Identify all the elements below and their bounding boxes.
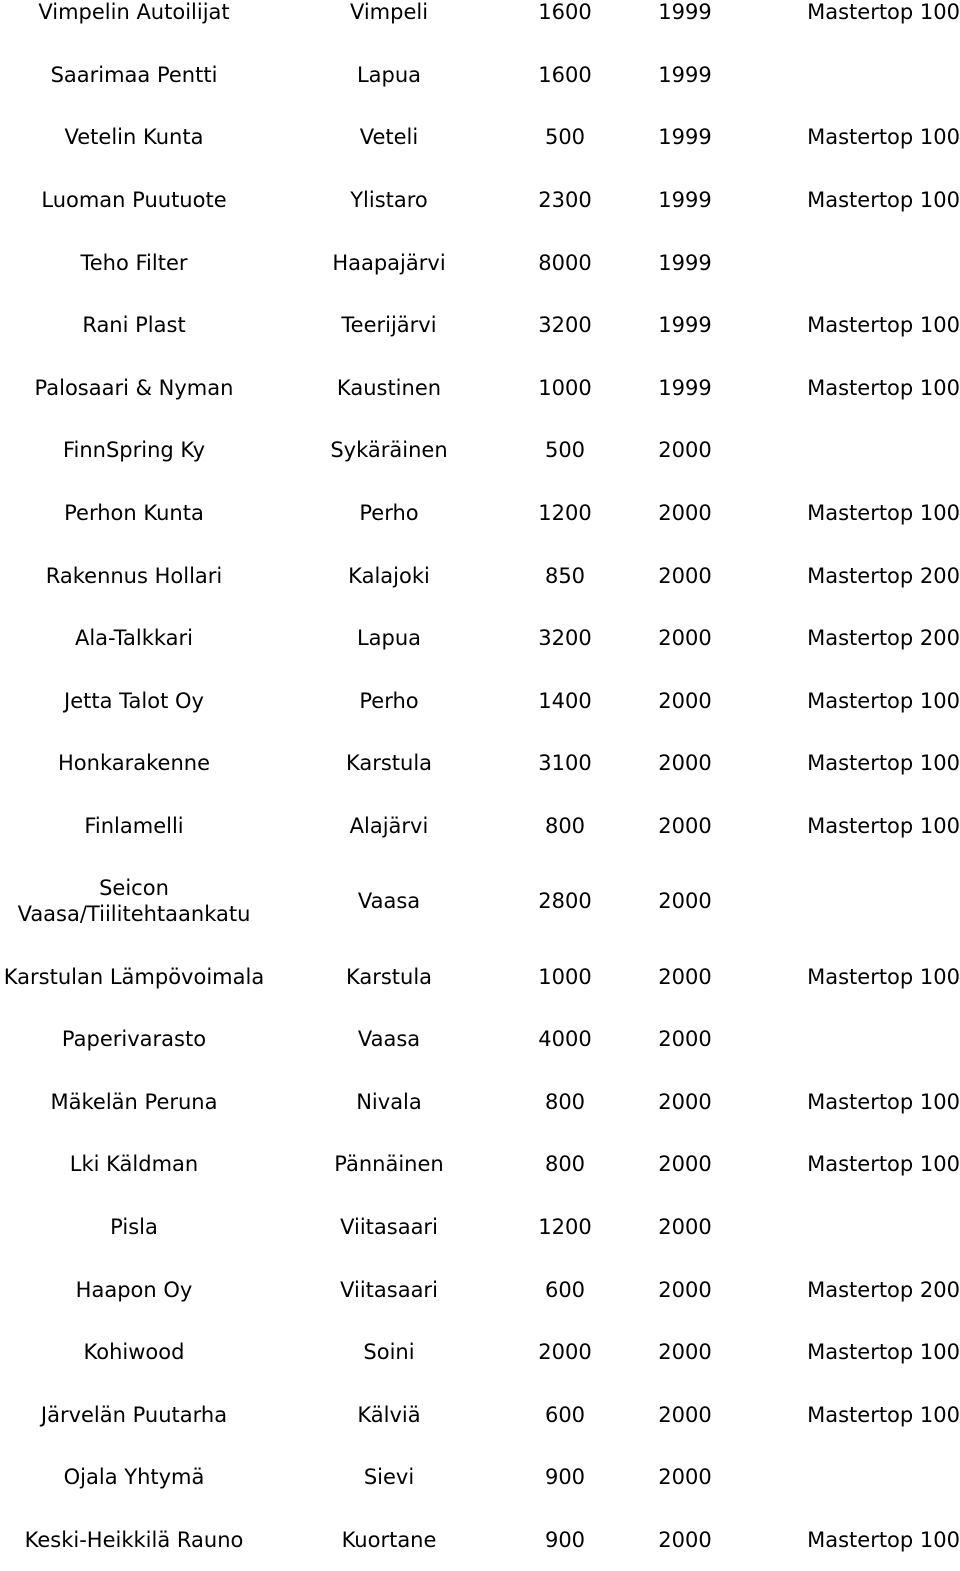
year-cell: 1999	[658, 313, 712, 338]
company-name-cell: Järvelän Puutarha	[40, 1402, 228, 1427]
year-cell: 2000	[658, 1465, 712, 1490]
year-cell: 1999	[658, 0, 712, 25]
company-name-cell: Karstulan Lämpövoimala	[3, 964, 265, 989]
table-row	[0, 857, 960, 945]
table-row	[0, 1196, 960, 1259]
area-cell: 600	[544, 1402, 586, 1427]
table-row	[0, 44, 960, 107]
area-cell: 1200	[538, 501, 592, 526]
table-row	[0, 294, 960, 357]
city-cell: Teerijärvi	[341, 313, 437, 338]
city-cell: Kalajoki	[348, 563, 430, 588]
company-name-cell: Perhon Kunta	[64, 501, 204, 526]
year-cell: 2000	[658, 964, 712, 989]
area-cell: 2000	[538, 1340, 592, 1365]
year-cell: 1999	[658, 188, 712, 213]
area-cell: 850	[544, 563, 586, 588]
product-cell: Mastertop 100	[807, 188, 960, 213]
year-cell: 1999	[658, 250, 712, 275]
year-cell: 2000	[658, 1340, 712, 1365]
company-name-cell: Saarimaa Pentti	[50, 62, 218, 87]
table-row	[0, 1071, 960, 1134]
area-cell: 500	[544, 438, 586, 463]
city-cell: Sykäräinen	[330, 438, 448, 463]
city-cell: Kaustinen	[336, 375, 442, 400]
table-row	[0, 482, 960, 545]
area-cell: 1000	[538, 964, 592, 989]
product-cell: Mastertop 200	[807, 626, 960, 651]
table-row	[0, 732, 960, 795]
company-name-cell: Paperivarasto	[61, 1027, 207, 1052]
table-row	[0, 0, 960, 44]
product-cell: Mastertop 100	[807, 1089, 960, 1114]
area-cell: 4000	[538, 1027, 592, 1052]
year-cell: 2000	[658, 889, 712, 914]
city-cell: Perho	[359, 688, 419, 713]
area-cell: 800	[544, 1089, 586, 1114]
table-row	[0, 231, 960, 294]
year-cell: 1999	[658, 62, 712, 87]
area-cell: 3100	[538, 751, 592, 776]
product-cell: Mastertop 100	[807, 1152, 960, 1177]
product-cell: Mastertop 100	[807, 1340, 960, 1365]
year-cell: 1999	[658, 375, 712, 400]
city-cell: Vaasa	[357, 889, 421, 914]
year-cell: 2000	[658, 814, 712, 839]
city-cell: Soini	[363, 1340, 415, 1365]
table-row	[0, 607, 960, 670]
company-name-cell: Palosaari & Nyman	[34, 375, 234, 400]
area-cell: 900	[544, 1527, 586, 1552]
table-row	[0, 1383, 960, 1446]
city-cell: Veteli	[359, 125, 419, 150]
company-name-cell: Kohiwood	[83, 1340, 185, 1365]
year-cell: 2000	[658, 688, 712, 713]
area-cell: 600	[544, 1277, 586, 1302]
product-cell: Mastertop 100	[807, 964, 960, 989]
company-name-cell: Vimpelin Autoilijat	[38, 0, 230, 25]
table-row	[0, 357, 960, 420]
city-cell: Perho	[359, 501, 419, 526]
city-cell: Karstula	[345, 751, 433, 776]
company-name-cell: Lki Käldman	[69, 1152, 199, 1177]
area-cell: 500	[544, 125, 586, 150]
city-cell: Kälviä	[357, 1402, 421, 1427]
year-cell: 2000	[658, 563, 712, 588]
city-cell: Vimpeli	[349, 0, 429, 25]
table-row	[0, 106, 960, 169]
company-name-cell: Pisla	[110, 1214, 158, 1239]
company-name-cell: Honkarakenne	[58, 751, 210, 776]
city-cell: Karstula	[345, 964, 433, 989]
product-cell: Mastertop 100	[807, 814, 960, 839]
year-cell: 1999	[658, 125, 712, 150]
city-cell: Ylistaro	[350, 188, 428, 213]
table-row	[0, 1008, 960, 1071]
company-name-cell: Ojala Yhtymä	[63, 1465, 205, 1490]
city-cell: Lapua	[356, 62, 422, 87]
company-name-cell: Mäkelän Peruna	[50, 1089, 218, 1114]
area-cell: 1600	[538, 62, 592, 87]
year-cell: 2000	[658, 1527, 712, 1552]
table-row	[0, 169, 960, 232]
table-row	[0, 795, 960, 858]
year-cell: 2000	[658, 501, 712, 526]
city-cell: Sievi	[363, 1465, 415, 1490]
product-cell: Mastertop 100	[807, 501, 960, 526]
area-cell: 800	[544, 814, 586, 839]
company-name-cell: Keski-Heikkilä Rauno	[24, 1527, 244, 1552]
year-cell: 2000	[658, 751, 712, 776]
area-cell: 1200	[538, 1214, 592, 1239]
company-name-cell: Luoman Puutuote	[41, 188, 227, 213]
area-cell: 2300	[538, 188, 592, 213]
product-cell: Mastertop 100	[807, 375, 960, 400]
table-row	[0, 1321, 960, 1384]
city-cell: Alajärvi	[349, 814, 429, 839]
area-cell: 1000	[538, 375, 592, 400]
year-cell: 2000	[658, 1027, 712, 1052]
company-name-cell: Teho Filter	[80, 250, 188, 275]
company-name-cell: Seicon Vaasa/Tiilitehtaankatu	[17, 876, 251, 927]
company-name-cell: Vetelin Kunta	[64, 125, 204, 150]
company-name-cell: Jetta Talot Oy	[64, 688, 204, 713]
company-name-cell: FinnSpring Ky	[62, 438, 206, 463]
year-cell: 2000	[658, 1089, 712, 1114]
product-cell: Mastertop 200	[807, 563, 960, 588]
company-name-cell: Ala-Talkkari	[74, 626, 194, 651]
area-cell: 3200	[538, 626, 592, 651]
area-cell: 800	[544, 1152, 586, 1177]
product-cell: Mastertop 100	[807, 0, 960, 25]
area-cell: 8000	[538, 250, 592, 275]
table-row	[0, 1446, 960, 1509]
city-cell: Nivala	[356, 1089, 422, 1114]
product-cell: Mastertop 100	[807, 1402, 960, 1427]
city-cell: Pännäinen	[334, 1152, 444, 1177]
table-row	[0, 1133, 960, 1196]
product-cell: Mastertop 100	[807, 313, 960, 338]
year-cell: 2000	[658, 1277, 712, 1302]
product-cell: Mastertop 200	[807, 1277, 960, 1302]
product-cell: Mastertop 100	[807, 1527, 960, 1552]
table-row	[0, 419, 960, 482]
table-row	[0, 945, 960, 1008]
city-cell: Lapua	[356, 626, 422, 651]
city-cell: Vaasa	[357, 1027, 421, 1052]
table-row	[0, 670, 960, 733]
area-cell: 2800	[538, 889, 592, 914]
area-cell: 1400	[538, 688, 592, 713]
table-row	[0, 1509, 960, 1571]
year-cell: 2000	[658, 1214, 712, 1239]
table-row	[0, 544, 960, 607]
area-cell: 3200	[538, 313, 592, 338]
city-cell: Viitasaari	[340, 1277, 438, 1302]
company-name-cell: Rakennus Hollari	[45, 563, 223, 588]
product-cell: Mastertop 100	[807, 688, 960, 713]
table-row	[0, 1258, 960, 1321]
year-cell: 2000	[658, 626, 712, 651]
product-cell: Mastertop 100	[807, 125, 960, 150]
company-name-cell: Rani Plast	[82, 313, 186, 338]
year-cell: 2000	[658, 1402, 712, 1427]
city-cell: Viitasaari	[340, 1214, 438, 1239]
company-name-cell: Haapon Oy	[75, 1277, 193, 1302]
product-cell: Mastertop 100	[807, 751, 960, 776]
area-cell: 1600	[538, 0, 592, 25]
city-cell: Haapajärvi	[332, 250, 446, 275]
year-cell: 2000	[658, 438, 712, 463]
company-name-cell: Finlamelli	[84, 814, 184, 839]
year-cell: 2000	[658, 1152, 712, 1177]
city-cell: Kuortane	[341, 1527, 437, 1552]
area-cell: 900	[544, 1465, 586, 1490]
